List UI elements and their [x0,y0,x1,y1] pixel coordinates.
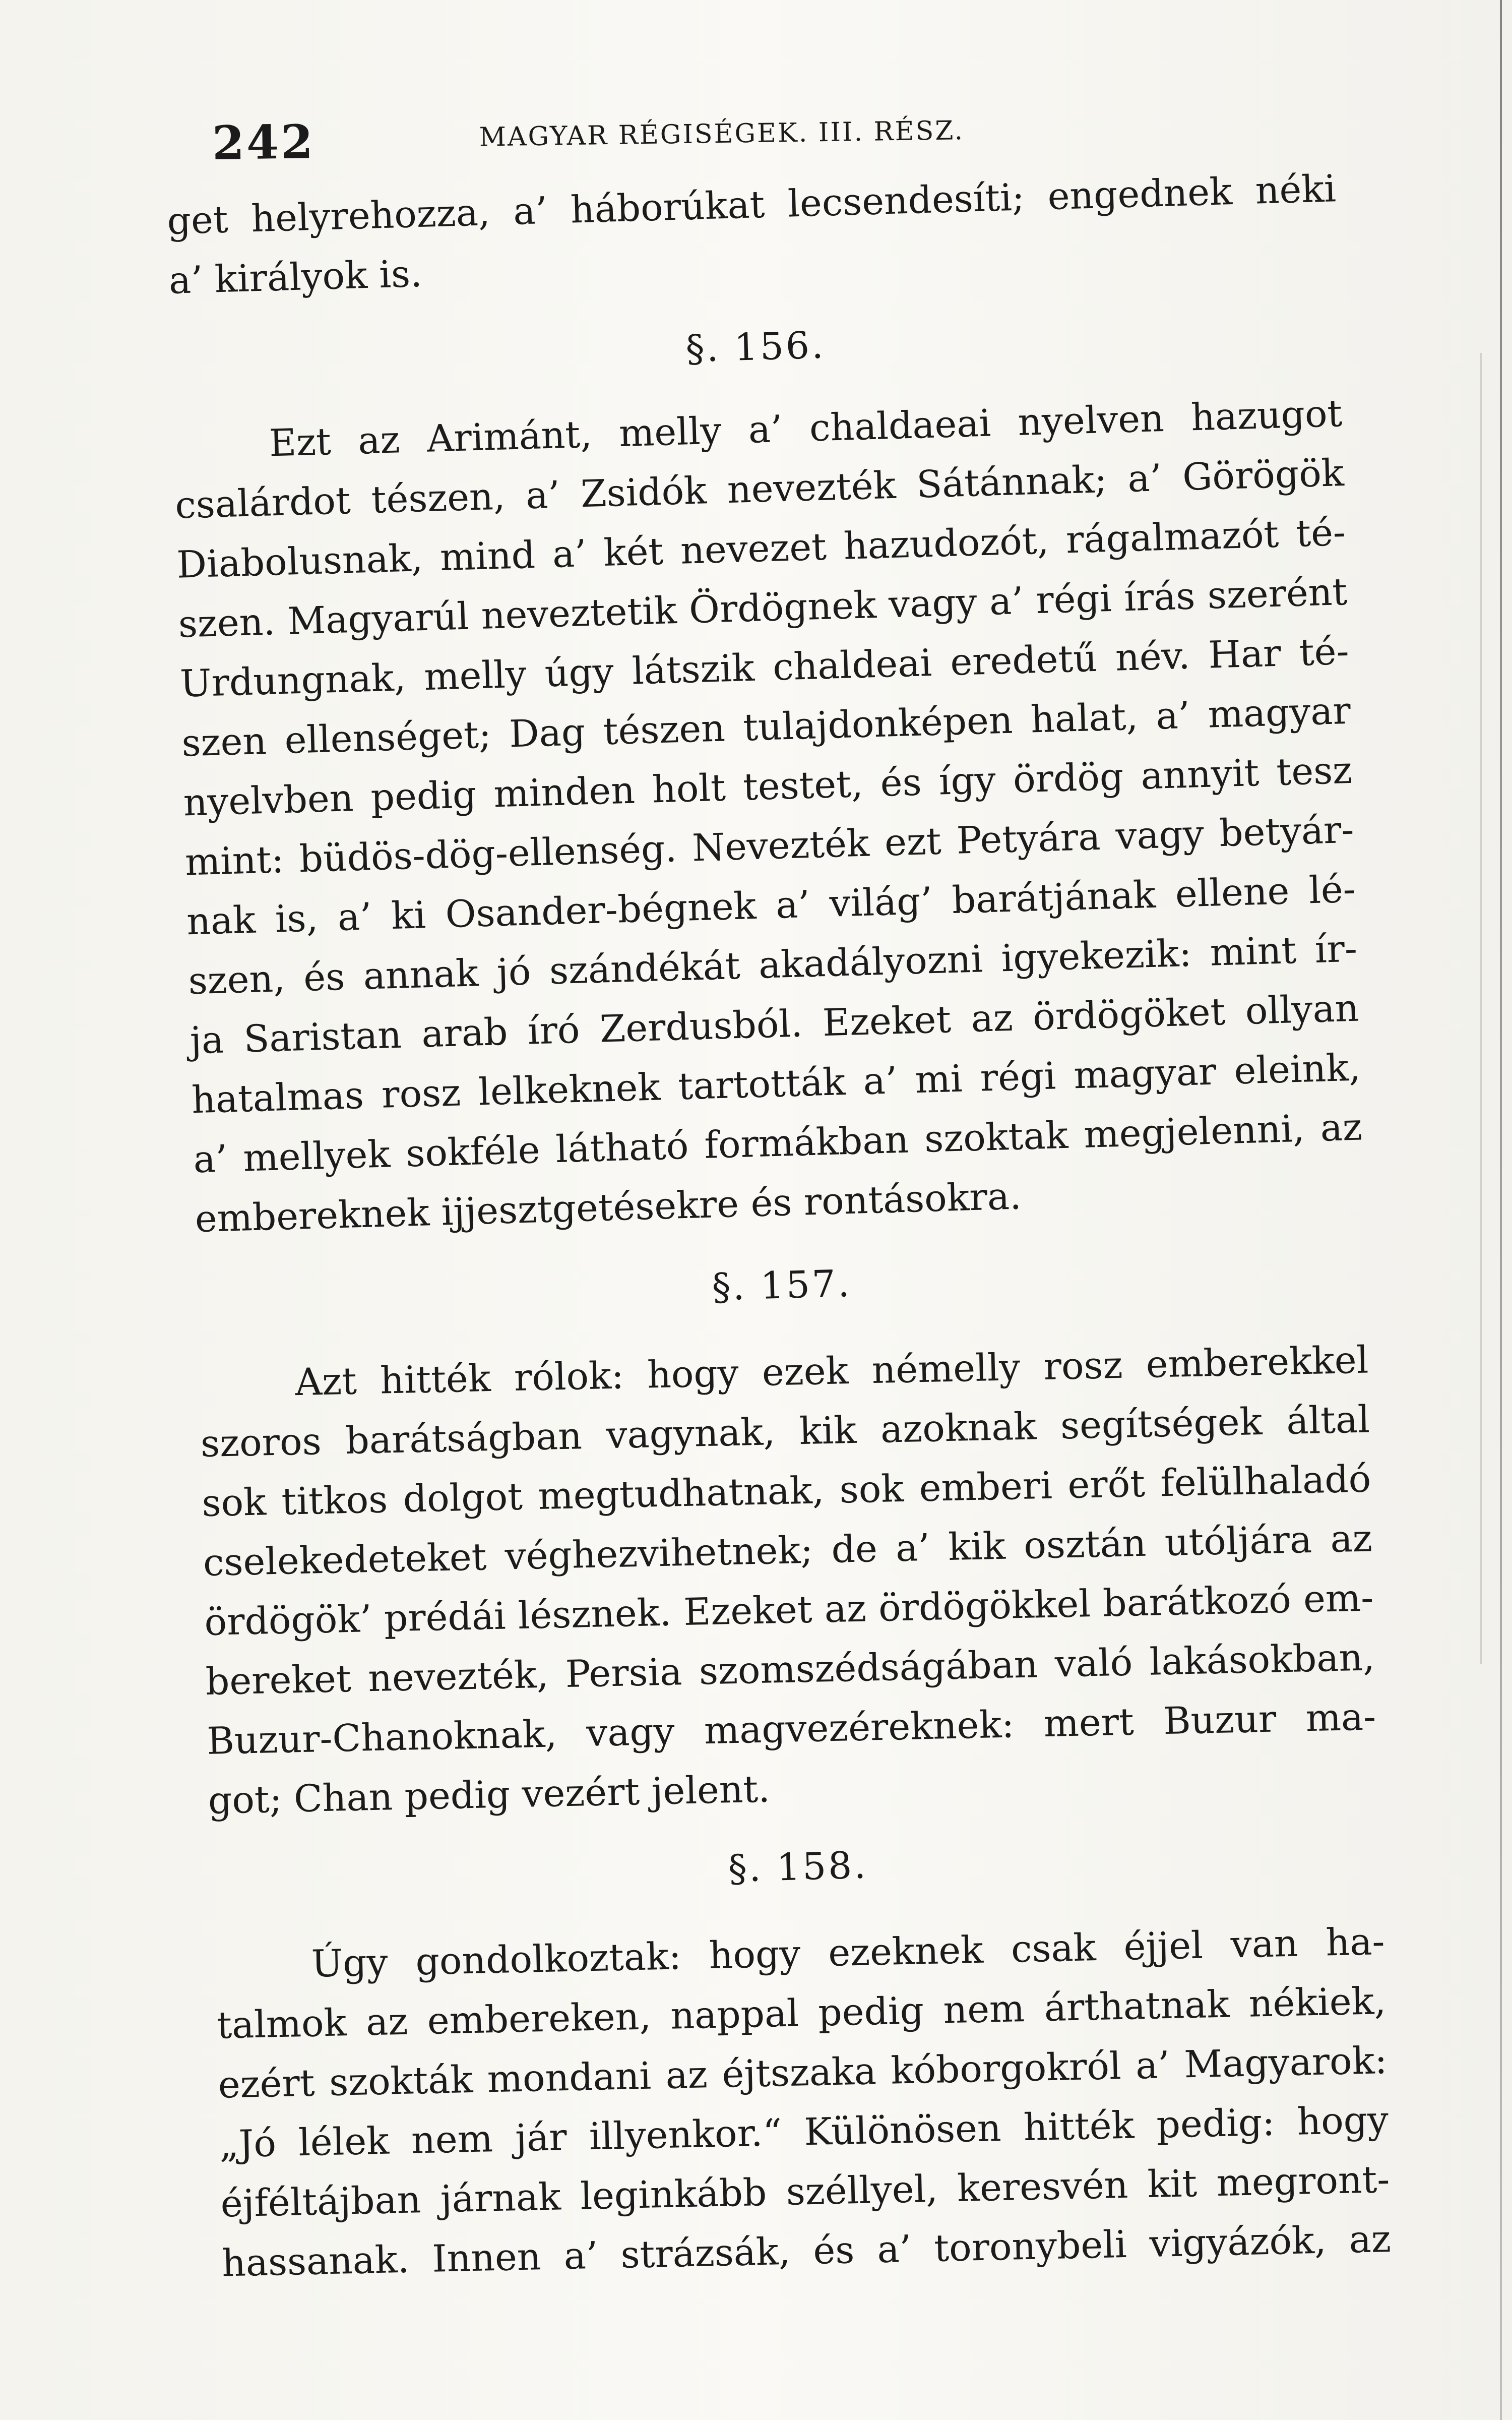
text-line: a’ királyok is. [168,252,423,302]
section-heading-158: §. 158. [727,1843,868,1891]
paragraph-158 [215,1912,1392,2293]
text-line: bereket nevezték, Persia szomszédságában való lakásokban, [205,1636,1375,1704]
paragraph-157 [199,1330,1377,1831]
text-line: hatalmas rosz lelkeknek tartották a’ mi régi magyar eleink, [191,1046,1361,1122]
text-line: szen. Magyarúl neveztetik Ördögnek vagy a’ régi írás szerént [177,570,1348,646]
text-line: talmok az embereken, nappal pedig nem árthatnak nékiek, [216,1979,1387,2047]
text-line: Úgy gondolkoztak: hogy ezeknek csak éjjel van ha- [310,1920,1385,1986]
text-line: „Jó lélek nem jár illyenkor.“ Különösen hitték pedig: hogy [219,2098,1389,2166]
text-line: éjféltájban járnak leginkább széllyel, keresvén kit megront- [220,2157,1391,2226]
text-line: szen ellenséget; Dag tészen tulajdonképen halat, a’ magyar [181,689,1351,765]
page-header [212,95,1371,171]
text-line: mint: büdös-dög-ellenség. Nevezték ezt Petyára vagy betyár- [184,808,1355,884]
page-number: 242 [212,114,316,170]
section-heading-156: §. 156. [685,323,826,371]
text-line: sok titkos dolgot megtudhatnak, sok emberi erőt felülhaladó [201,1457,1372,1526]
text-line: nyelvben pedig minden holt testet, és így ördög annyit tesz [182,748,1353,825]
text-line: Urdungnak, melly úgy látszik chaldeai eredetű név. Har té- [179,629,1350,706]
text-line: a’ mellyek sokféle látható formákban szoktak megjelenni, az [193,1105,1363,1182]
paragraph-156 [172,384,1364,1249]
text-line: szen, és annak jó szándékát akadályozni igyekezik: mint ír- [187,927,1358,1003]
text-line: ezért szokták mondani az éjtszaka kóborgokról a’ Magyarok: [217,2039,1388,2107]
section-heading-157: §. 157. [711,1261,852,1309]
text-line: embereknek ijjesztgetésekre és rontásokra. [194,1174,1022,1241]
text-line: Buzur-Chanoknak, vagy magvezéreknek: mert Buzur ma- [206,1695,1376,1763]
page-gutter-edge [1500,0,1502,2420]
running-head: MAGYAR RÉGISÉGEK. III. RÉSZ. [479,115,965,153]
text-line: get helyrehozza, a’ háborúkat lecsendesíti; engednek néki [166,167,1337,243]
text-line: nak is, a’ ki Osander-bégnek a’ világ’ barátjának ellene lé- [186,867,1356,944]
text-line: csalárdot tészen, a’ Zsidók nevezték Sátánnak; a’ Görögök [174,451,1345,527]
text-line: Diabolusnak, mind a’ két nevezet hazudozót, rágalmazót té- [176,510,1346,587]
text-line: Azt hitték rólok: hogy ezek némelly rosz emberekkel [294,1338,1369,1405]
text-line: ördögök’ prédái lésznek. Ezeket az ördögökkel barátkozó em- [204,1576,1374,1644]
body-text [166,159,1394,2293]
text-line: hassanak. Innen a’ strázsák, és a’ toronybeli vigyázók, az [221,2217,1392,2285]
text-line: szoros barátságban vagynak, kik azoknak segítségek által [200,1398,1370,1466]
text-line: cselekedeteket véghezvihetnek; de a’ kik osztán utóljára az [203,1517,1373,1585]
text-line: Ezt az Arimánt, melly a’ chaldaeai nyelven hazugot [268,392,1343,465]
page-shadow-line [1480,353,1482,1664]
text-line: got; Chan pedig vezért jelent. [208,1767,771,1823]
text-line: ja Saristan arab író Zerdusból. Ezeket az ördögöket ollyan [189,986,1360,1063]
